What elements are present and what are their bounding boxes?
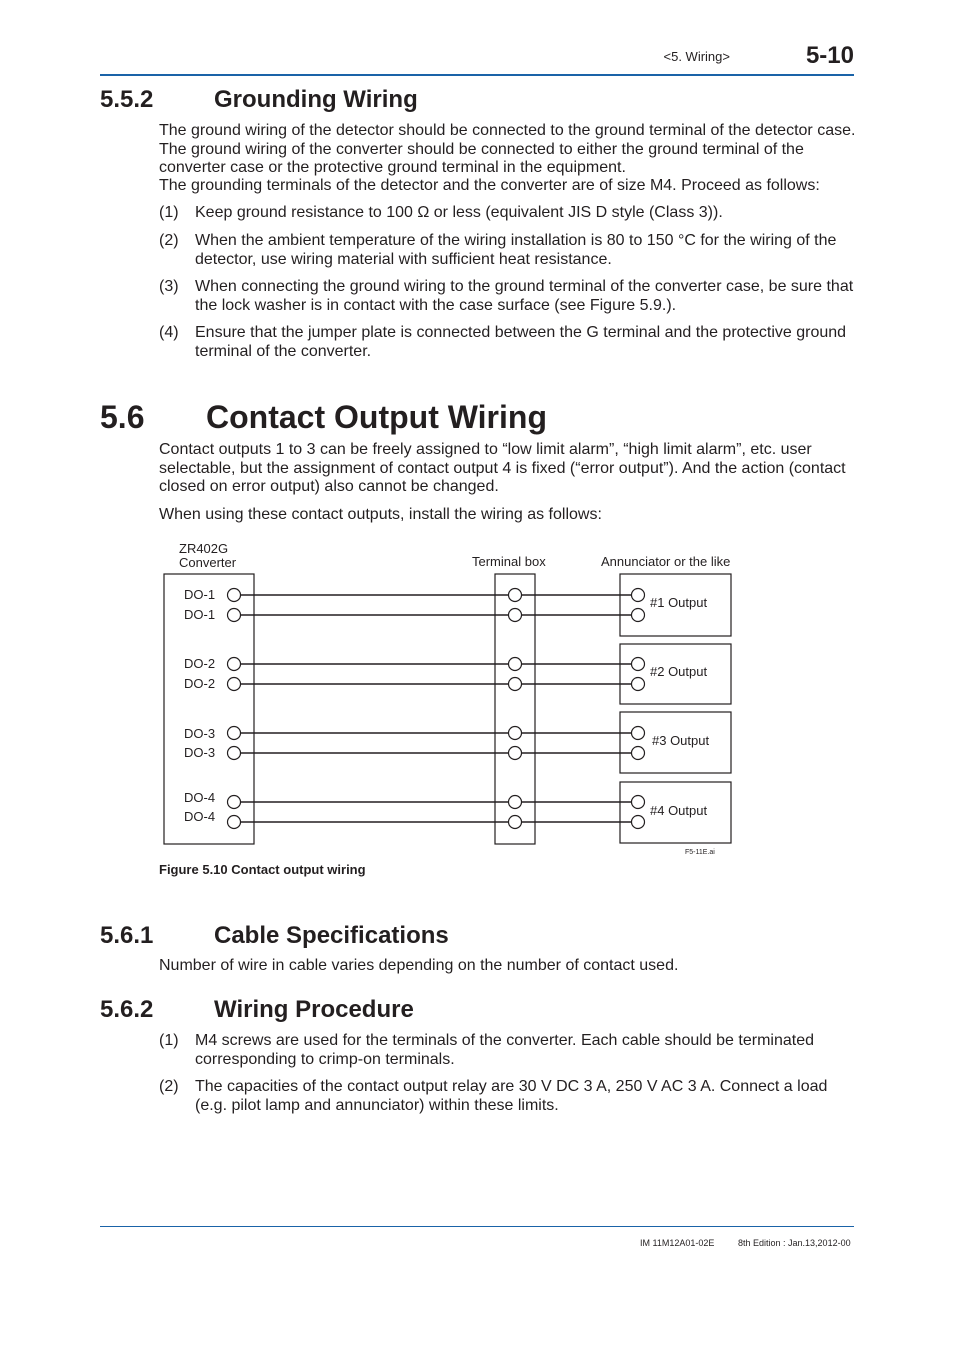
terminal-label: DO-1: [184, 587, 216, 602]
list-number: (2): [159, 232, 179, 249]
terminal-label: DO-2: [184, 676, 216, 691]
junction-terminal: [509, 747, 522, 760]
list-number: (2): [159, 1078, 179, 1095]
output-label: #3 Output: [652, 733, 710, 748]
paragraph: Number of wire in cable varies depending on the number of contact used.: [159, 957, 679, 974]
list-number: (3): [159, 278, 179, 295]
paragraph: The ground wiring of the detector should be connected to the ground terminal of the detector case. The ground wiring of the converter should be connected to either the ground terminal of the converter case or the protective ground terminal in the equipment.: [159, 122, 856, 176]
list-text: The capacities of the contact output relay are 30 V DC 3 A, 250 V AC 3 A. Connect a load (e.g. pilot lamp and annunciator) within these limits.: [195, 1078, 828, 1114]
figure-caption: Figure 5.10 Contact output wiring: [159, 862, 366, 877]
list-text: M4 screws are used for the terminals of the converter. Each cable should be terminated corresponding to crimp-on terminals.: [195, 1032, 814, 1068]
footer-rule: [100, 1226, 854, 1227]
list-number: (1): [159, 1032, 179, 1049]
section-number: 5.6.2: [100, 996, 154, 1023]
junction-terminal: [509, 589, 522, 602]
junction-terminal: [509, 658, 522, 671]
terminal-label: DO-2: [184, 656, 216, 671]
terminal-label: DO-4: [184, 790, 216, 805]
output-terminal: [632, 658, 645, 671]
list-text: When the ambient temperature of the wiring installation is 80 to 150 °C for the wiring of the detector, use wiring material with sufficient heat resistance.: [195, 232, 837, 268]
output-label: #2 Output: [650, 664, 708, 679]
junction-terminal: [509, 816, 522, 829]
converter-terminal: [228, 727, 241, 740]
list-item: [159, 1078, 859, 1115]
output-terminal: [632, 727, 645, 740]
section-title: Wiring Procedure: [214, 996, 414, 1023]
paragraph: When using these contact outputs, install the wiring as follows:: [159, 506, 602, 523]
paragraph: The grounding terminals of the detector and the converter are of size M4. Proceed as follows:: [159, 177, 820, 194]
figure-file-id: F5-11E.ai: [685, 849, 715, 856]
terminal-box-label: Terminal box: [472, 554, 546, 569]
output-terminal: [632, 816, 645, 829]
converter-terminal: [228, 589, 241, 602]
section-number: 5.6: [100, 399, 145, 435]
output-terminal: [632, 678, 645, 691]
junction-terminal: [509, 678, 522, 691]
junction-terminal: [509, 609, 522, 622]
output-terminal: [632, 609, 645, 622]
list-item: [159, 1032, 859, 1069]
heading-5-6-2: [100, 996, 414, 1024]
terminal-label: DO-1: [184, 607, 216, 622]
annunciator-label: Annunciator or the like: [601, 554, 731, 569]
converter-terminal: [228, 609, 241, 622]
header-section-label: <5. Wiring>: [663, 49, 730, 64]
section-number: 5.5.2: [100, 86, 154, 113]
junction-terminal: [509, 727, 522, 740]
converter-terminal: [228, 747, 241, 760]
converter-terminal: [228, 816, 241, 829]
output-label: #1 Output: [650, 595, 708, 610]
list-number: (1): [159, 204, 179, 221]
converter-model-label: ZR402G: [179, 541, 229, 556]
terminal-label: DO-3: [184, 726, 216, 741]
output-terminal: [632, 796, 645, 809]
section-title: Grounding Wiring: [214, 86, 418, 113]
list-number: (4): [159, 324, 179, 341]
junction-terminal: [509, 796, 522, 809]
paragraph: Contact outputs 1 to 3 can be freely assigned to “low limit alarm”, “high limit alarm”, etc. user selectable, but the assignment of contact output 4 is fixed (“error output”). And the action (contact closed on error output) also cannot be changed.: [159, 441, 846, 495]
converter-label: Converter: [179, 555, 237, 570]
list-text: Keep ground resistance to 100 Ω or less (equivalent JIS D style (Class 3)).: [195, 204, 723, 221]
section-title: Cable Specifications: [214, 922, 449, 949]
converter-terminal: [228, 658, 241, 671]
list-text: When connecting the ground wiring to the ground terminal of the converter case, be sure that the lock washer is in contact with the case surface (see Figure 5.9.).: [195, 278, 854, 314]
converter-terminal: [228, 678, 241, 691]
section-title: Contact Output Wiring: [206, 399, 547, 435]
section-number: 5.6.1: [100, 922, 154, 949]
terminal-label: DO-4: [184, 809, 216, 824]
converter-terminal: [228, 796, 241, 809]
output-terminal: [632, 589, 645, 602]
list-text: Ensure that the jumper plate is connected between the G terminal and the protective ground terminal of the converter.: [195, 324, 847, 360]
edition-info: 8th Edition : Jan.13,2012-00: [738, 1238, 851, 1248]
heading-5-6-1: [100, 922, 449, 950]
output-label: #4 Output: [650, 803, 708, 818]
wires: [240, 595, 631, 822]
terminal-label: DO-3: [184, 745, 216, 760]
page-number: 5-10: [805, 42, 854, 69]
output-terminal: [632, 747, 645, 760]
document-id: IM 11M12A01-02E: [640, 1238, 715, 1248]
